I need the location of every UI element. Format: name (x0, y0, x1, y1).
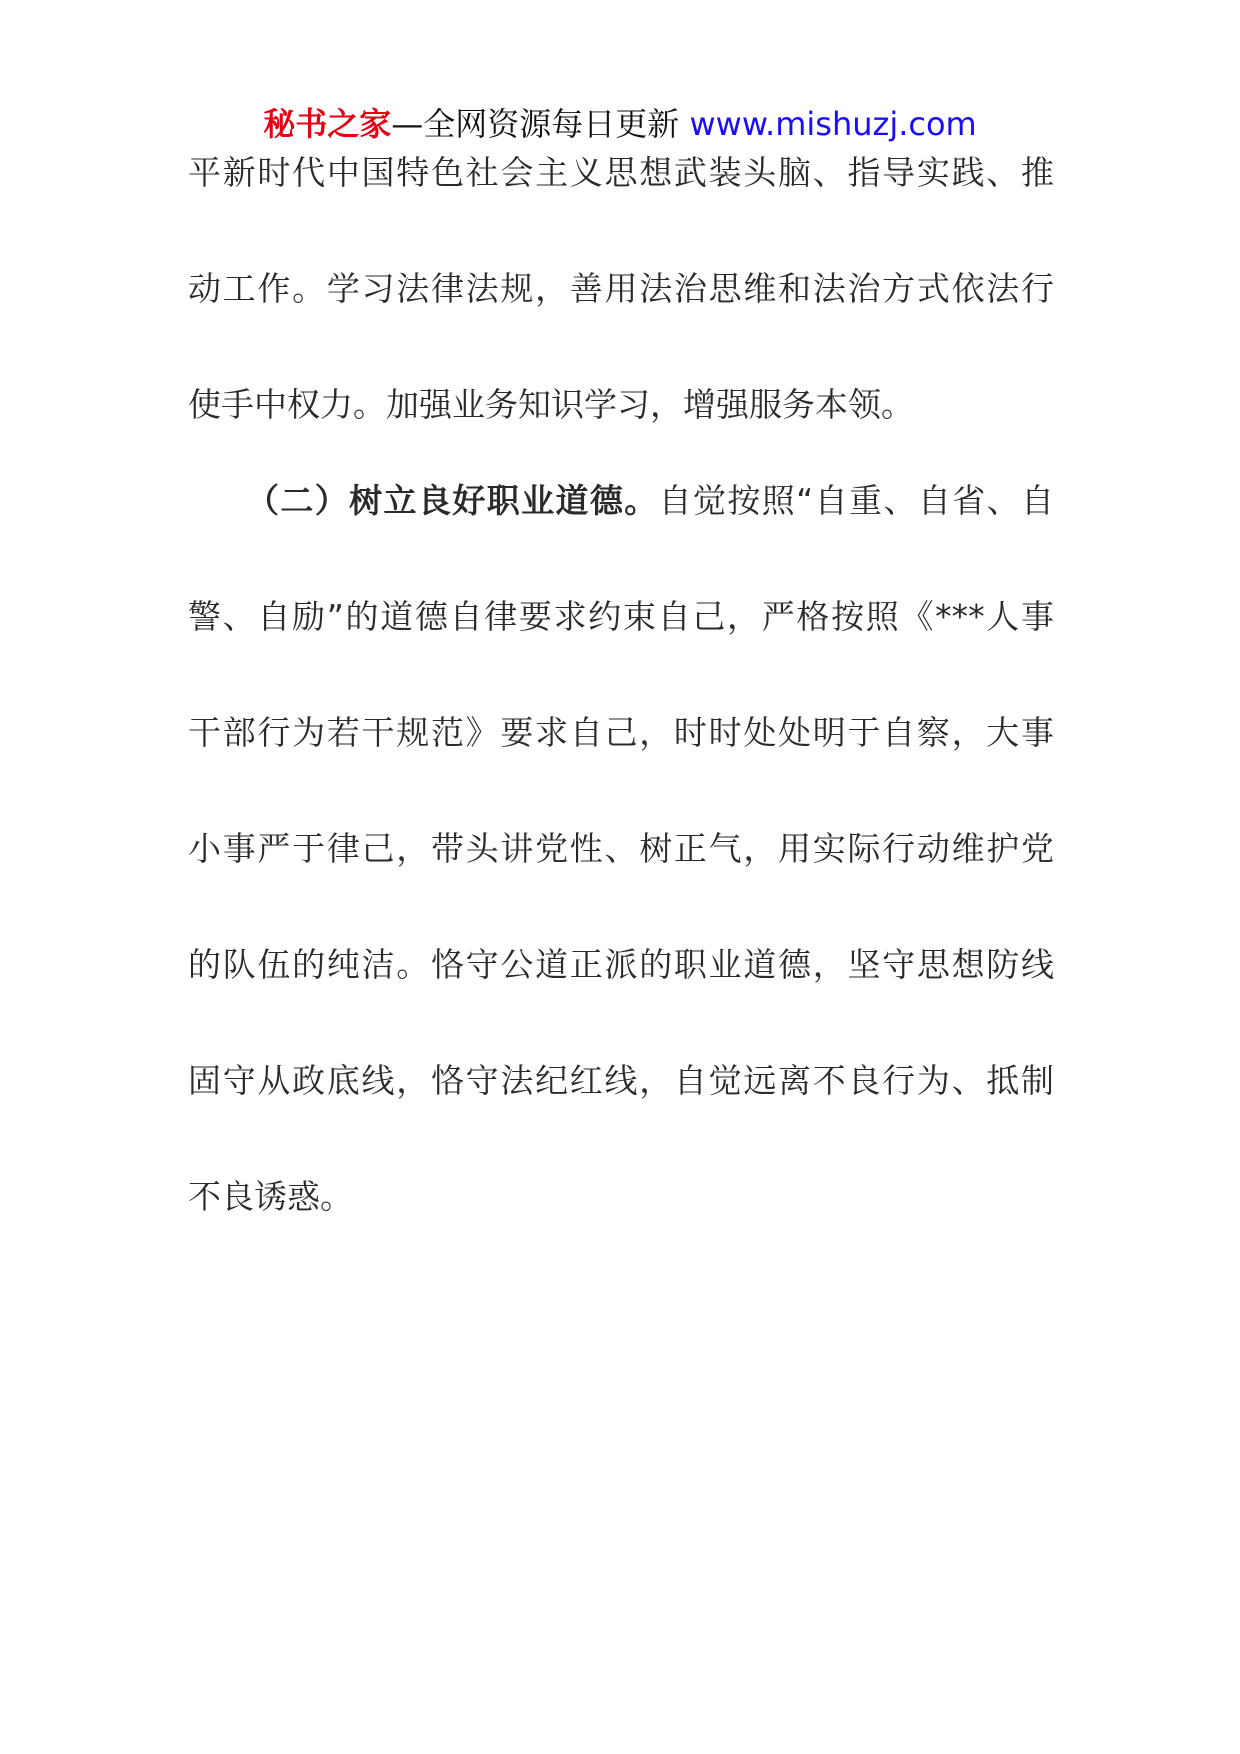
header-tagline: —全网资源每日更新 (391, 105, 690, 143)
paragraph-line: 使手中权力。加强业务知识学习，增强服务本领。 (188, 385, 914, 424)
paragraph-line: 小事严于律己，带头讲党性、树正气，用实际行动维护党 (188, 829, 1054, 868)
section-heading: （二）树立良好职业道德。 (246, 481, 659, 520)
site-url-link[interactable]: www.mishuzj.com (689, 105, 977, 143)
brand-name: 秘书之家 (263, 105, 392, 143)
paragraph-line: 动工作。学习法律法规，善用法治思维和法治方式依法行 (188, 269, 1054, 308)
paragraph-line: 平新时代中国特色社会主义思想武装头脑、指导实践、推 (188, 153, 1054, 192)
section-heading-rest: 自觉按照“自重、自省、自 (658, 481, 1054, 520)
paragraph-line: 干部行为若干规范》要求自己，时时处处明于自察，大事 (188, 713, 1054, 752)
paragraph-line: 的队伍的纯洁。恪守公道正派的职业道德，坚守思想防线 (188, 945, 1054, 984)
paragraph-line: 不良诱惑。 (188, 1177, 353, 1216)
paragraph-line: 固守从政底线，恪守法纪红线，自觉远离不良行为、抵制 (188, 1061, 1054, 1100)
paragraph-line: 警、自励”的道德自律要求约束自己，严格按照《***人事 (188, 597, 1054, 636)
section-heading-line (188, 477, 1054, 525)
watermark-header (0, 102, 1240, 146)
